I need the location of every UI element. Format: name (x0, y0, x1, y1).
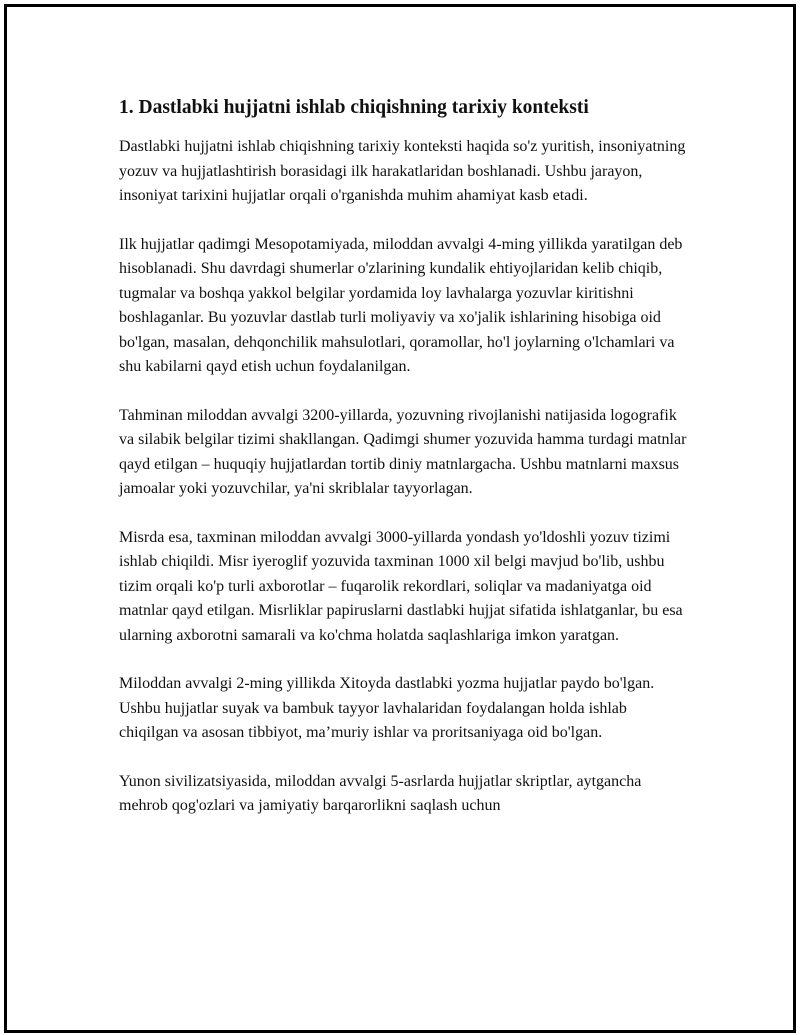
paragraph-6: Yunon sivilizatsiyasida, miloddan avvalgi 5-asrlarda hujjatlar skriptlar, aytgancha mehrob qog'ozlari va jamiyatiy barqarorlikni saqlash uchun (119, 772, 642, 814)
document-body (119, 95, 689, 843)
paragraph-3: Tahminan miloddan avvalgi 3200-yillarda, yozuvning rivojlanishi natijasida logografik va silabik belgilar tizimi shakllangan. Qadimgi shumer yozuvida hamma turdagi matnlar qayd etilgan – huquqiy hujjatlardan tortib diniy matnlargacha. Ushbu matnlarni maxsus jamoalar yoki yozuvchilar, ya'ni skriblalar tayyorlagan. (119, 406, 687, 497)
paragraph-1: Dastlabki hujjatni ishlab chiqishning tarixiy konteksti haqida so'z yuritish, insoniyatning yozuv va hujjatlashtirish borasidagi ilk harakatlaridan boshlanadi. Ushbu jarayon, insoniyat tarixini hujjatlar orqali o'rganishda muhim ahamiyat kasb etadi. (119, 138, 686, 204)
paragraph-2: Ilk hujjatlar qadimgi Mesopotamiyada, miloddan avvalgi 4-ming yillikda yaratilgan deb hisoblanadi. Shu davrdagi shumerlar o'zlarining kundalik ehtiyojlaridan kelib chiqib, tugmalar va boshqa yakkol belgilar yordamida loy lavhalarga yozuvlar kiritishni boshlaganlar. Bu yozuvlar dastlab turli moliyaviy va xo'jalik ishlarining hisobiga oid bo'lgan, masalan, dehqonchilik mahsulotlari, qoramollar, ho'l joylarning o'lchamlari va shu kabilarni qayd etish uchun foydalanilgan. (119, 235, 683, 375)
paragraph-5: Miloddan avvalgi 2-ming yillikda Xitoyda dastlabki yozma hujjatlar paydo bo'lgan. Ushbu hujjatlar suyak va bambuk tayyor lavhalaridan foydalangan holda ishlab chiqilgan va asosan tibbiyot, ma’muriy ishlar va proritsaniyaga oid bo'lgan. (119, 675, 655, 741)
paragraph-4: Misrda esa, taxminan miloddan avvalgi 3000-yillarda yondash yo'ldoshli yozuv tizimi ishlab chiqildi. Misr iyeroglif yozuvida taxminan 1000 xil belgi mavjud bo'lib, ushbu tizim orqali ko'p turli axborotlar – fuqarolik rekordlari, soliqlar va madaniyatga oid matnlar qayd etilgan. Misrliklar papiruslarni dastlabki hujjat sifatida ishlatganlar, bu esa ularning axborotni samarali va ko'chma holatda saqlashlariga imkon yaratgan. (119, 528, 683, 644)
page-frame (4, 4, 796, 1033)
section-heading: 1. Dastlabki hujjatni ishlab chiqishning tarixiy konteksti (119, 97, 589, 118)
